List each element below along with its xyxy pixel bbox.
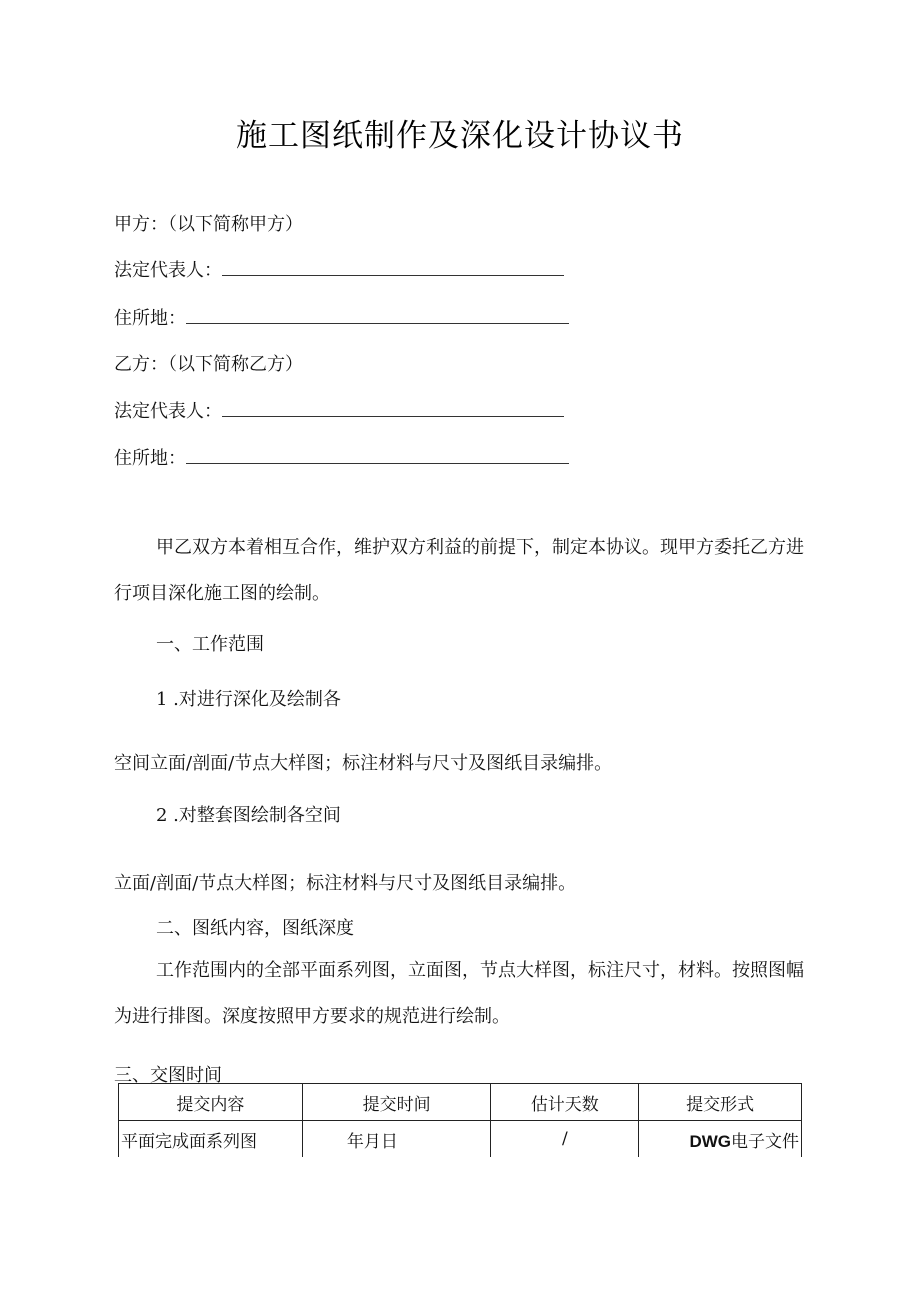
party-b-rep-line	[114, 397, 564, 423]
cell-content: 平面完成面系列图	[119, 1121, 303, 1158]
section1-item2: 2 .对整套图绘制各空间	[156, 805, 341, 826]
header-time: 提交时间	[302, 1084, 491, 1121]
header-days: 估计天数	[491, 1084, 639, 1121]
section2-heading: 二、图纸内容，图纸深度	[156, 918, 354, 939]
cell-format-rest: 电子文件	[731, 1131, 799, 1152]
party-a-addr-label: 住所地：	[114, 308, 186, 329]
section1-item2-cont: 立面/剖面/节点大样图；标注材料与尺寸及图纸目录编排。	[114, 873, 577, 894]
party-b-rep-label: 法定代表人：	[114, 401, 222, 422]
header-content: 提交内容	[119, 1084, 303, 1121]
section2-body: 工作范围内的全部平面系列图，立面图，节点大样图，标注尺寸，材料。按照图幅为进行排图。深度按照甲方要求的规范进行绘制。	[114, 960, 804, 1027]
party-a-addr-line	[114, 304, 569, 330]
header-format: 提交形式	[639, 1084, 802, 1121]
party-a-label: 甲方：（以下简称甲方）	[114, 214, 303, 235]
table-row	[119, 1121, 802, 1158]
cell-format	[639, 1121, 802, 1158]
party-a-line	[114, 210, 303, 236]
cell-format-dwg: DWG	[689, 1131, 731, 1151]
party-b-rep-blank[interactable]	[222, 398, 564, 417]
document-title: 施工图纸制作及深化设计协议书	[236, 118, 684, 154]
section1-item1-cont: 空间立面/剖面/节点大样图；标注材料与尺寸及图纸目录编排。	[114, 753, 613, 774]
party-b-addr-label: 住所地：	[114, 448, 186, 469]
party-b-addr-blank[interactable]	[186, 445, 569, 464]
section3-heading: 三、交图时间	[114, 1065, 222, 1086]
intro-paragraph: 甲乙双方本着相互合作，维护双方利益的前提下，制定本协议。现甲方委托乙方进行项目深化施工图的绘制。	[114, 537, 804, 604]
section1-item1: 1 .对进行深化及绘制各	[156, 689, 341, 710]
delivery-schedule-table	[118, 1083, 802, 1157]
party-a-rep-line	[114, 256, 564, 282]
section1-heading: 一、工作范围	[156, 634, 264, 655]
party-a-rep-label: 法定代表人：	[114, 260, 222, 281]
party-a-rep-blank[interactable]	[222, 257, 564, 276]
table-header-row	[119, 1084, 802, 1121]
party-b-label: 乙方：（以下简称乙方）	[114, 354, 303, 375]
party-b-addr-line	[114, 444, 569, 470]
party-b-line	[114, 350, 303, 376]
cell-days: /	[491, 1121, 639, 1158]
cell-time: 年月日	[302, 1121, 491, 1158]
party-a-addr-blank[interactable]	[186, 305, 569, 324]
